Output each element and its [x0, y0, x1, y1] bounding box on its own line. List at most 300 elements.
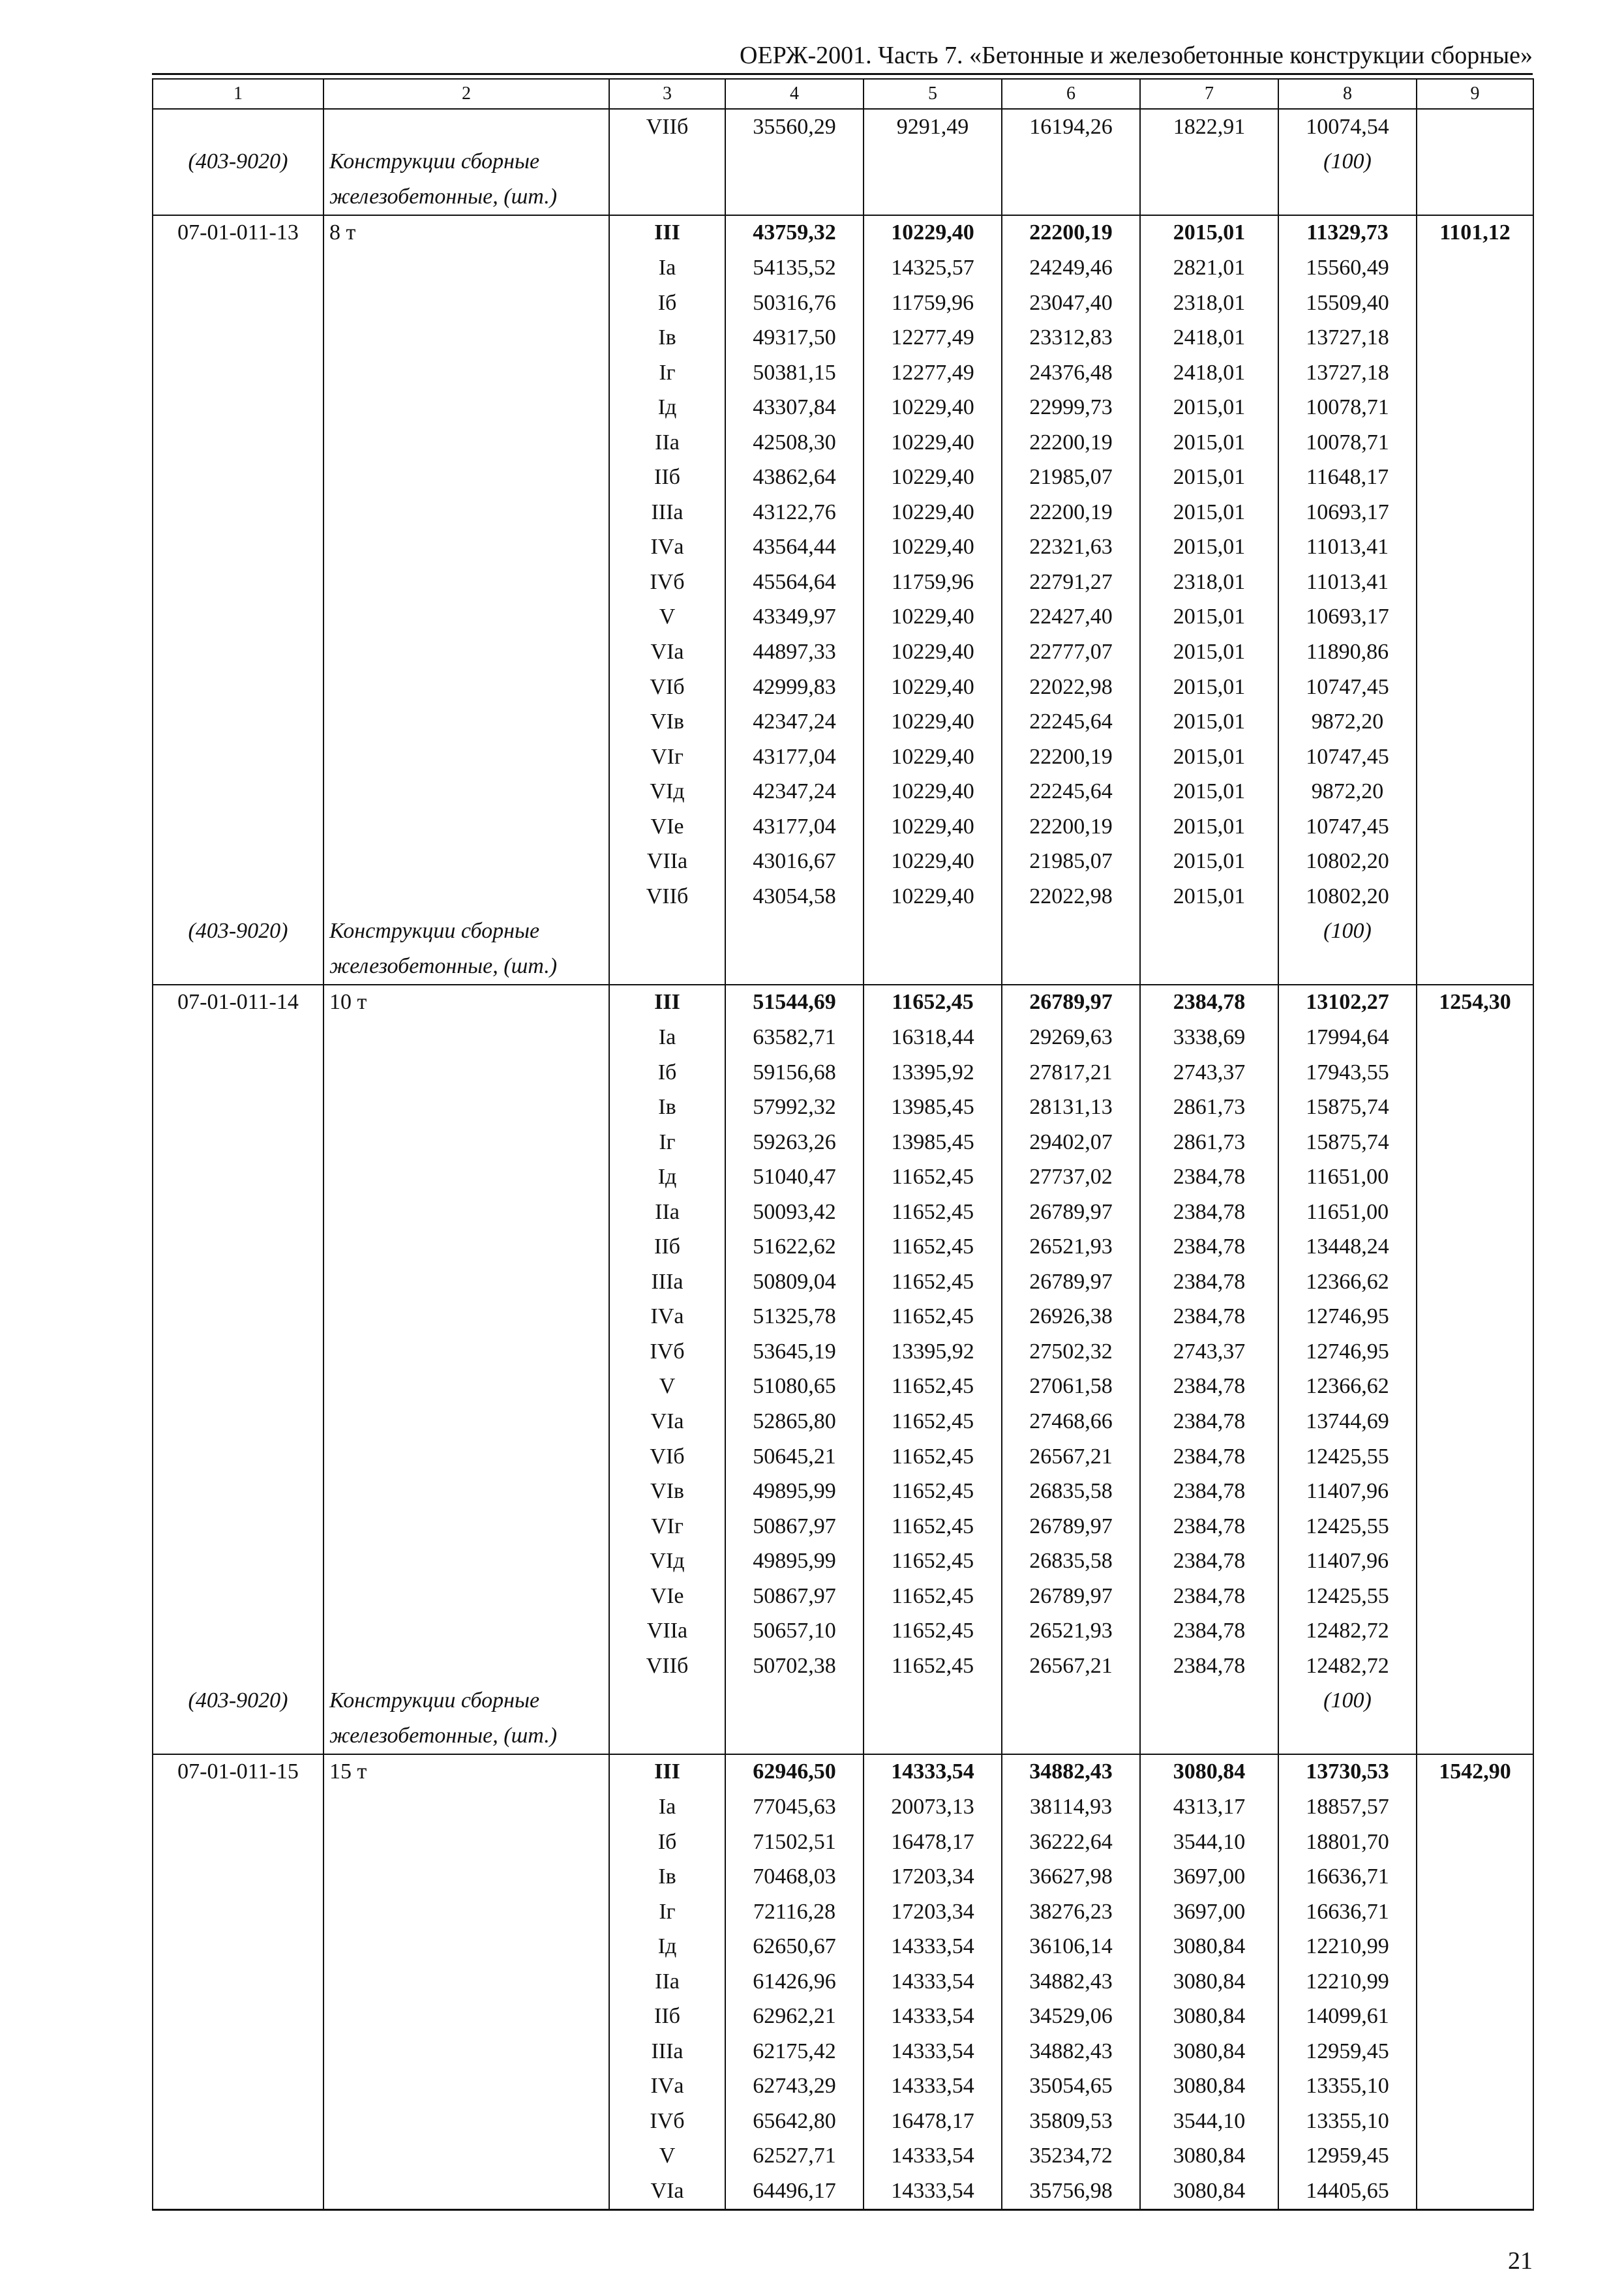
- zone: Iа: [609, 1020, 725, 1055]
- rate-code: [153, 635, 323, 670]
- zone: VIIб: [609, 879, 725, 914]
- labor-hours: [1417, 844, 1533, 879]
- column-number: 2: [323, 79, 609, 109]
- work-name: [323, 1649, 609, 1684]
- table-row: [153, 2104, 1533, 2139]
- machine-cost: 22791,27: [1002, 565, 1140, 600]
- work-name: [323, 1020, 609, 1055]
- machine-cost: 27061,58: [1002, 1369, 1140, 1405]
- total-cost: 43349,97: [725, 600, 864, 635]
- rate-code: [153, 1825, 323, 1860]
- machine-cost: 22200,19: [1002, 495, 1140, 530]
- labor-hours: [1417, 250, 1533, 286]
- zone: Iб: [609, 1055, 725, 1090]
- machinist-wage: 3080,84: [1140, 2139, 1278, 2174]
- machinist-wage: 2384,78: [1140, 1614, 1278, 1649]
- work-name: [323, 2034, 609, 2069]
- labor-cost: 13395,92: [864, 1334, 1002, 1369]
- work-name: [323, 109, 609, 145]
- machine-cost: 35809,53: [1002, 2104, 1140, 2139]
- table-row: [153, 914, 1533, 950]
- work-name: [323, 1334, 609, 1369]
- machinist-wage: 3697,00: [1140, 1859, 1278, 1894]
- labor-cost: 11759,96: [864, 286, 1002, 321]
- machinist-wage: 2015,01: [1140, 740, 1278, 775]
- total-cost: 77045,63: [725, 1789, 864, 1825]
- material-cost: 12210,99: [1278, 1929, 1417, 1964]
- rate-code: [153, 1544, 323, 1579]
- table-row: [153, 355, 1533, 391]
- table-row: [153, 1894, 1533, 1930]
- labor-cost: 10229,40: [864, 704, 1002, 740]
- rate-code: 07-01-011-13: [153, 215, 323, 251]
- rate-code: [153, 1718, 323, 1754]
- machine-cost: 26567,21: [1002, 1439, 1140, 1474]
- material-cost: 18801,70: [1278, 1825, 1417, 1860]
- rate-code: [153, 530, 323, 565]
- zone: VIд: [609, 774, 725, 809]
- machine-cost: 22022,98: [1002, 670, 1140, 705]
- labor-cost: 10229,40: [864, 740, 1002, 775]
- table-row: [153, 1929, 1533, 1964]
- work-name: железобетонные, (шт.): [323, 179, 609, 215]
- labor-hours: [1417, 879, 1533, 914]
- zone: VIIб: [609, 1649, 725, 1684]
- labor-cost: [864, 949, 1002, 985]
- machine-cost: [1002, 949, 1140, 985]
- material-cost: 13355,10: [1278, 2104, 1417, 2139]
- zone: IVб: [609, 1334, 725, 1369]
- total-cost: 42508,30: [725, 425, 864, 460]
- labor-hours: [1417, 1999, 1533, 2035]
- rate-code: [153, 355, 323, 391]
- work-name: [323, 2139, 609, 2174]
- work-name: [323, 809, 609, 845]
- machine-cost: 22200,19: [1002, 425, 1140, 460]
- table-row: [153, 1159, 1533, 1195]
- total-cost: 65642,80: [725, 2104, 864, 2139]
- total-cost: 42347,24: [725, 704, 864, 740]
- labor-hours: [1417, 2104, 1533, 2139]
- material-cost: (100): [1278, 914, 1417, 950]
- labor-hours: [1417, 1894, 1533, 1930]
- table-row: [153, 2034, 1533, 2069]
- work-name: [323, 250, 609, 286]
- labor-hours: [1417, 109, 1533, 145]
- machinist-wage: 3080,84: [1140, 1964, 1278, 1999]
- material-cost: 13102,27: [1278, 985, 1417, 1021]
- material-cost: 9872,20: [1278, 704, 1417, 740]
- rate-code: [153, 879, 323, 914]
- labor-hours: [1417, 1718, 1533, 1754]
- total-cost: 50657,10: [725, 1614, 864, 1649]
- table-row: [153, 530, 1533, 565]
- zone: [609, 145, 725, 180]
- total-cost: 49317,50: [725, 320, 864, 355]
- table-row: [153, 250, 1533, 286]
- machinist-wage: [1140, 1684, 1278, 1719]
- table-row: [153, 1579, 1533, 1614]
- labor-cost: 13985,45: [864, 1125, 1002, 1160]
- zone: III: [609, 1754, 725, 1790]
- total-cost: 64496,17: [725, 2174, 864, 2209]
- total-cost: 62650,67: [725, 1929, 864, 1964]
- machinist-wage: 2318,01: [1140, 565, 1278, 600]
- machinist-wage: 2384,78: [1140, 1264, 1278, 1300]
- labor-cost: 11652,45: [864, 1474, 1002, 1509]
- table-row: [153, 1544, 1533, 1579]
- rate-code: [153, 425, 323, 460]
- table-row: [153, 1684, 1533, 1719]
- table-row: [153, 215, 1533, 251]
- table-row: [153, 2174, 1533, 2209]
- total-cost: 51544,69: [725, 985, 864, 1021]
- machinist-wage: 2015,01: [1140, 879, 1278, 914]
- rate-code: [153, 2174, 323, 2209]
- rate-code: [153, 1964, 323, 1999]
- machinist-wage: 2861,73: [1140, 1125, 1278, 1160]
- machine-cost: 29269,63: [1002, 1020, 1140, 1055]
- material-cost: 12959,45: [1278, 2034, 1417, 2069]
- labor-cost: 10229,40: [864, 425, 1002, 460]
- work-name: [323, 1999, 609, 2035]
- labor-cost: 11652,45: [864, 1264, 1002, 1300]
- work-name: [323, 740, 609, 775]
- total-cost: 43177,04: [725, 740, 864, 775]
- rate-code: [153, 1300, 323, 1335]
- zone: V: [609, 2139, 725, 2174]
- total-cost: 43016,67: [725, 844, 864, 879]
- column-number: 6: [1002, 79, 1140, 109]
- total-cost: 72116,28: [725, 1894, 864, 1930]
- material-cost: 12425,55: [1278, 1509, 1417, 1544]
- labor-hours: [1417, 530, 1533, 565]
- work-name: [323, 1825, 609, 1860]
- machine-cost: 34882,43: [1002, 1754, 1140, 1790]
- total-cost: 43177,04: [725, 809, 864, 845]
- total-cost: 50867,97: [725, 1509, 864, 1544]
- labor-hours: [1417, 1614, 1533, 1649]
- column-number: 4: [725, 79, 864, 109]
- labor-hours: 1101,12: [1417, 215, 1533, 251]
- work-name: [323, 530, 609, 565]
- machinist-wage: 2418,01: [1140, 320, 1278, 355]
- rate-code: [153, 2139, 323, 2174]
- work-name: [323, 879, 609, 914]
- labor-hours: [1417, 1509, 1533, 1544]
- machinist-wage: [1140, 914, 1278, 950]
- material-cost: 11013,41: [1278, 565, 1417, 600]
- labor-hours: [1417, 425, 1533, 460]
- labor-cost: 10229,40: [864, 600, 1002, 635]
- rate-code: [153, 809, 323, 845]
- zone: IIб: [609, 1230, 725, 1265]
- machinist-wage: 2384,78: [1140, 1509, 1278, 1544]
- labor-cost: 10229,40: [864, 774, 1002, 809]
- machine-cost: 22321,63: [1002, 530, 1140, 565]
- labor-hours: [1417, 460, 1533, 495]
- table-row: [153, 1474, 1533, 1509]
- total-cost: 51325,78: [725, 1300, 864, 1335]
- machinist-wage: 2015,01: [1140, 215, 1278, 251]
- total-cost: 50316,76: [725, 286, 864, 321]
- table-row: [153, 179, 1533, 215]
- work-name: [323, 390, 609, 425]
- material-cost: 13448,24: [1278, 1230, 1417, 1265]
- total-cost: 62962,21: [725, 1999, 864, 2035]
- total-cost: [725, 1684, 864, 1719]
- zone: VIIа: [609, 1614, 725, 1649]
- total-cost: 51080,65: [725, 1369, 864, 1405]
- work-name: [323, 1264, 609, 1300]
- table-row: [153, 1300, 1533, 1335]
- work-name: [323, 635, 609, 670]
- total-cost: 43307,84: [725, 390, 864, 425]
- labor-cost: 11652,45: [864, 1544, 1002, 1579]
- material-cost: 10074,54: [1278, 109, 1417, 145]
- work-name: [323, 495, 609, 530]
- table-row: [153, 145, 1533, 180]
- machinist-wage: 3080,84: [1140, 2069, 1278, 2104]
- total-cost: 50093,42: [725, 1195, 864, 1230]
- machinist-wage: 2015,01: [1140, 704, 1278, 740]
- machine-cost: 27737,02: [1002, 1159, 1140, 1195]
- machine-cost: 26789,97: [1002, 1195, 1140, 1230]
- labor-cost: 10229,40: [864, 844, 1002, 879]
- machine-cost: 28131,13: [1002, 1090, 1140, 1125]
- total-cost: 51622,62: [725, 1230, 864, 1265]
- machinist-wage: 3080,84: [1140, 2034, 1278, 2069]
- column-number: 1: [153, 79, 323, 109]
- labor-hours: [1417, 1159, 1533, 1195]
- labor-hours: [1417, 565, 1533, 600]
- machine-cost: 26521,93: [1002, 1614, 1140, 1649]
- material-cost: 13730,53: [1278, 1754, 1417, 1790]
- labor-cost: 12277,49: [864, 355, 1002, 391]
- total-cost: 63582,71: [725, 1020, 864, 1055]
- rate-code: [153, 1894, 323, 1930]
- material-cost: 10078,71: [1278, 425, 1417, 460]
- material-cost: 10802,20: [1278, 879, 1417, 914]
- rate-code: (403-9020): [153, 145, 323, 180]
- rate-code: [153, 1509, 323, 1544]
- total-cost: 52865,80: [725, 1404, 864, 1439]
- machine-cost: [1002, 1684, 1140, 1719]
- zone: VIб: [609, 1439, 725, 1474]
- machine-cost: 36222,64: [1002, 1825, 1140, 1860]
- rate-code: (403-9020): [153, 1684, 323, 1719]
- labor-cost: 11652,45: [864, 1404, 1002, 1439]
- labor-hours: [1417, 1649, 1533, 1684]
- labor-hours: [1417, 2139, 1533, 2174]
- machinist-wage: 2015,01: [1140, 635, 1278, 670]
- labor-cost: 10229,40: [864, 530, 1002, 565]
- machinist-wage: 2015,01: [1140, 670, 1278, 705]
- labor-hours: [1417, 1020, 1533, 1055]
- labor-hours: [1417, 1474, 1533, 1509]
- labor-cost: [864, 1684, 1002, 1719]
- zone: Iа: [609, 1789, 725, 1825]
- zone: Iв: [609, 320, 725, 355]
- material-cost: 11890,86: [1278, 635, 1417, 670]
- machinist-wage: 2384,78: [1140, 1579, 1278, 1614]
- material-cost: 10747,45: [1278, 740, 1417, 775]
- labor-hours: [1417, 1964, 1533, 1999]
- rate-code: [153, 2104, 323, 2139]
- table-row: [153, 774, 1533, 809]
- rate-code: [153, 774, 323, 809]
- material-cost: (100): [1278, 1684, 1417, 1719]
- work-name: [323, 1439, 609, 1474]
- zone: Iв: [609, 1090, 725, 1125]
- total-cost: 50809,04: [725, 1264, 864, 1300]
- labor-hours: [1417, 1544, 1533, 1579]
- table-row: [153, 740, 1533, 775]
- work-name: 15 т: [323, 1754, 609, 1790]
- rate-code: [153, 1789, 323, 1825]
- labor-hours: [1417, 1195, 1533, 1230]
- material-cost: 16636,71: [1278, 1894, 1417, 1930]
- rate-code: [153, 600, 323, 635]
- zone: V: [609, 600, 725, 635]
- material-cost: 11651,00: [1278, 1159, 1417, 1195]
- machine-cost: 35756,98: [1002, 2174, 1140, 2209]
- machinist-wage: 2861,73: [1140, 1090, 1278, 1125]
- table-row: [153, 704, 1533, 740]
- labor-hours: [1417, 774, 1533, 809]
- table-row: [153, 1230, 1533, 1265]
- machine-cost: 35054,65: [1002, 2069, 1140, 2104]
- total-cost: 62527,71: [725, 2139, 864, 2174]
- table-row: [153, 1195, 1533, 1230]
- material-cost: 15509,40: [1278, 286, 1417, 321]
- material-cost: 12425,55: [1278, 1439, 1417, 1474]
- table-row: [153, 635, 1533, 670]
- total-cost: 44897,33: [725, 635, 864, 670]
- machinist-wage: 2318,01: [1140, 286, 1278, 321]
- machine-cost: 16194,26: [1002, 109, 1140, 145]
- labor-hours: [1417, 286, 1533, 321]
- rate-code: [153, 1055, 323, 1090]
- rate-code: [153, 670, 323, 705]
- work-name: [323, 320, 609, 355]
- machine-cost: 22245,64: [1002, 774, 1140, 809]
- machinist-wage: 2015,01: [1140, 809, 1278, 845]
- labor-hours: [1417, 600, 1533, 635]
- labor-cost: [864, 1718, 1002, 1754]
- rate-code: [153, 1649, 323, 1684]
- machine-cost: 34882,43: [1002, 1964, 1140, 1999]
- rate-code: [153, 460, 323, 495]
- work-name: [323, 1509, 609, 1544]
- machine-cost: [1002, 179, 1140, 215]
- total-cost: 50702,38: [725, 1649, 864, 1684]
- machine-cost: 38114,93: [1002, 1789, 1140, 1825]
- total-cost: 61426,96: [725, 1964, 864, 1999]
- table-row: [153, 1369, 1533, 1405]
- zone: [609, 179, 725, 215]
- zone: VIб: [609, 670, 725, 705]
- work-name: [323, 1300, 609, 1335]
- work-name: 10 т: [323, 985, 609, 1021]
- total-cost: 50645,21: [725, 1439, 864, 1474]
- labor-hours: [1417, 1439, 1533, 1474]
- work-name: [323, 1055, 609, 1090]
- labor-cost: 14333,54: [864, 1754, 1002, 1790]
- material-cost: 15875,74: [1278, 1090, 1417, 1125]
- table-row: [153, 600, 1533, 635]
- machinist-wage: 2015,01: [1140, 460, 1278, 495]
- labor-hours: [1417, 2174, 1533, 2209]
- material-cost: 10747,45: [1278, 809, 1417, 845]
- machinist-wage: 3338,69: [1140, 1020, 1278, 1055]
- table-row: [153, 949, 1533, 985]
- labor-hours: [1417, 1055, 1533, 1090]
- rate-code: [153, 1334, 323, 1369]
- rate-code: [153, 1439, 323, 1474]
- work-name: [323, 1230, 609, 1265]
- labor-cost: 14333,54: [864, 1929, 1002, 1964]
- column-number: 7: [1140, 79, 1278, 109]
- zone: IIIа: [609, 495, 725, 530]
- machine-cost: 26521,93: [1002, 1230, 1140, 1265]
- table-row: [153, 1789, 1533, 1825]
- table-row: [153, 460, 1533, 495]
- labor-cost: 14333,54: [864, 2139, 1002, 2174]
- labor-hours: [1417, 1334, 1533, 1369]
- total-cost: 71502,51: [725, 1825, 864, 1860]
- machinist-wage: 2384,78: [1140, 1544, 1278, 1579]
- machinist-wage: [1140, 145, 1278, 180]
- rate-code: 07-01-011-15: [153, 1754, 323, 1790]
- table-row: [153, 1264, 1533, 1300]
- machine-cost: 22427,40: [1002, 600, 1140, 635]
- zone: III: [609, 985, 725, 1021]
- work-name: [323, 1195, 609, 1230]
- total-cost: 62946,50: [725, 1754, 864, 1790]
- total-cost: [725, 1718, 864, 1754]
- rate-code: [153, 1404, 323, 1439]
- rate-code: [153, 2069, 323, 2104]
- machine-cost: 34882,43: [1002, 2034, 1140, 2069]
- labor-hours: [1417, 635, 1533, 670]
- labor-cost: 16318,44: [864, 1020, 1002, 1055]
- labor-hours: [1417, 1404, 1533, 1439]
- labor-hours: [1417, 1789, 1533, 1825]
- work-name: Конструкции сборные: [323, 1684, 609, 1719]
- zone: VIIа: [609, 844, 725, 879]
- total-cost: 42347,24: [725, 774, 864, 809]
- work-name: [323, 355, 609, 391]
- total-cost: [725, 949, 864, 985]
- work-name: [323, 1474, 609, 1509]
- material-cost: 10693,17: [1278, 600, 1417, 635]
- labor-cost: 14333,54: [864, 2174, 1002, 2209]
- zone: VIе: [609, 1579, 725, 1614]
- total-cost: 59263,26: [725, 1125, 864, 1160]
- work-name: [323, 1789, 609, 1825]
- machine-cost: 24249,46: [1002, 250, 1140, 286]
- work-name: железобетонные, (шт.): [323, 949, 609, 985]
- zone: VIв: [609, 704, 725, 740]
- material-cost: 12210,99: [1278, 1964, 1417, 1999]
- rate-code: [153, 179, 323, 215]
- material-cost: [1278, 1718, 1417, 1754]
- labor-cost: [864, 179, 1002, 215]
- work-name: [323, 774, 609, 809]
- table-row: [153, 879, 1533, 914]
- labor-cost: 11652,45: [864, 1614, 1002, 1649]
